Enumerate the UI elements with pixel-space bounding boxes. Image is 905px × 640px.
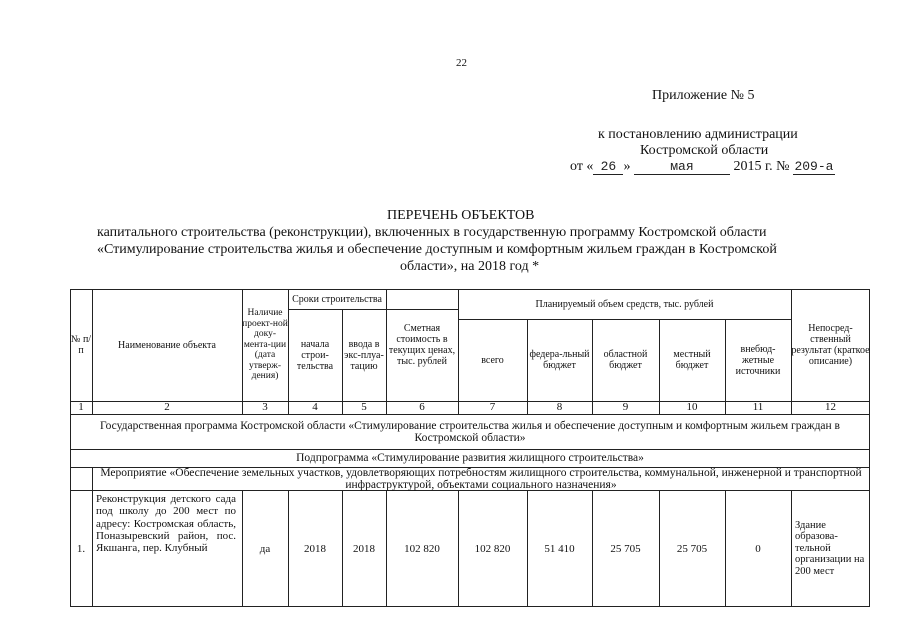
date-mid: » — [623, 159, 631, 174]
header-estimated-cost: Сметная стоимость в текущих ценах, тыс. рублей — [388, 323, 456, 367]
header-planned-funds: Планируемый объем средств, тыс. рублей — [535, 298, 714, 310]
column-number: 7 — [489, 401, 496, 413]
date-day: 26 — [593, 159, 623, 175]
row-end-year: 2018 — [353, 542, 375, 555]
appendix-line-2: Костромской области — [640, 143, 769, 158]
column-number: 12 — [825, 401, 836, 413]
header-construction-terms: Сроки строительства — [292, 293, 382, 305]
heading-title: ПЕРЕЧЕНЬ ОБЪЕКТОВ — [387, 208, 535, 223]
date-year: 2015 г. № — [733, 159, 790, 174]
appendix-line-1: к постановлению администрации — [598, 127, 798, 142]
document-number: 209-а — [794, 159, 834, 174]
header-number: № п/ п — [70, 334, 92, 356]
column-number: 11 — [752, 401, 764, 413]
objects-table — [70, 289, 870, 607]
header-start: начала строи-тельства — [296, 338, 334, 372]
column-number: 2 — [164, 401, 170, 413]
heading-line-2: «Стимулирование строительства жилья и обеспечение доступным и комфортным жильем граждан в Костромской — [97, 242, 777, 257]
row-local: 25 705 — [676, 542, 708, 555]
row-project-docs: да — [259, 542, 271, 555]
header-local: местный бюджет — [673, 349, 711, 371]
heading-line-3: области», на 2018 год * — [400, 259, 540, 274]
header-project-docs: Наличие проект-ной доку-мента-ции (дата утверж-дения) — [242, 308, 288, 382]
appendix-date-line — [570, 159, 835, 175]
row-total: 102 820 — [474, 542, 511, 555]
subprogram-row: Подпрограмма «Стимулирование развития жилищного строительства» — [296, 452, 644, 464]
header-extra: внебюд-жетные источники — [735, 343, 781, 377]
appendix-title: Приложение № 5 — [652, 88, 755, 103]
date-prefix: от « — [570, 159, 594, 174]
header-total: всего — [481, 354, 504, 366]
measure-row: Мероприятие «Обеспечение земельных участков, удовлетворяющих потребностям жилищного строительства, коммунальной, инженерной и транспортной инфраструктурой, объектами социального назначения» — [100, 466, 862, 491]
row-object-name — [92, 490, 242, 607]
row-result — [791, 490, 870, 607]
column-number: 3 — [262, 401, 268, 413]
row-result-text: Здание образова-тельной организации на 200 мест — [795, 519, 865, 577]
row-federal: 51 410 — [544, 542, 575, 555]
column-number: 1 — [78, 401, 84, 413]
row-start-year: 2018 — [304, 542, 326, 555]
row-object-name-text: Реконструкция детского сада под школу до 200 мест по адресу: Костромская область, Поназыревский район, пос. Якшанга, пер. Клубный — [96, 493, 236, 555]
column-number: 10 — [686, 401, 698, 413]
header-object-name: Наименование объекта — [118, 339, 216, 351]
row-number: 1. — [76, 542, 86, 555]
heading-line-1: капитального строительства (реконструкции), включенных в государственную программу Костромской области — [97, 225, 767, 240]
date-month: мая — [634, 159, 730, 175]
column-number: 4 — [312, 401, 318, 413]
header-federal: федера-льный бюджет — [529, 349, 590, 371]
row-estimated-cost: 102 820 — [404, 542, 440, 555]
header-result: Непосред-ственный результат (краткое описание) — [791, 323, 870, 367]
header-commissioning: ввода в экс-плуа-тацию — [344, 338, 384, 372]
program-row: Государственная программа Костромской области «Стимулирование строительства жилья и обеспечение доступным и комфортным жильем граждан в Костромской области» — [100, 419, 840, 444]
column-number: 5 — [361, 401, 367, 413]
page-number: 22 — [456, 57, 467, 69]
row-extra: 0 — [755, 542, 761, 555]
column-number: 6 — [419, 401, 425, 413]
header-regional: областной бюджет — [603, 349, 648, 371]
column-number: 8 — [556, 401, 563, 413]
column-number: 9 — [622, 401, 629, 413]
row-regional: 25 705 — [610, 542, 641, 555]
